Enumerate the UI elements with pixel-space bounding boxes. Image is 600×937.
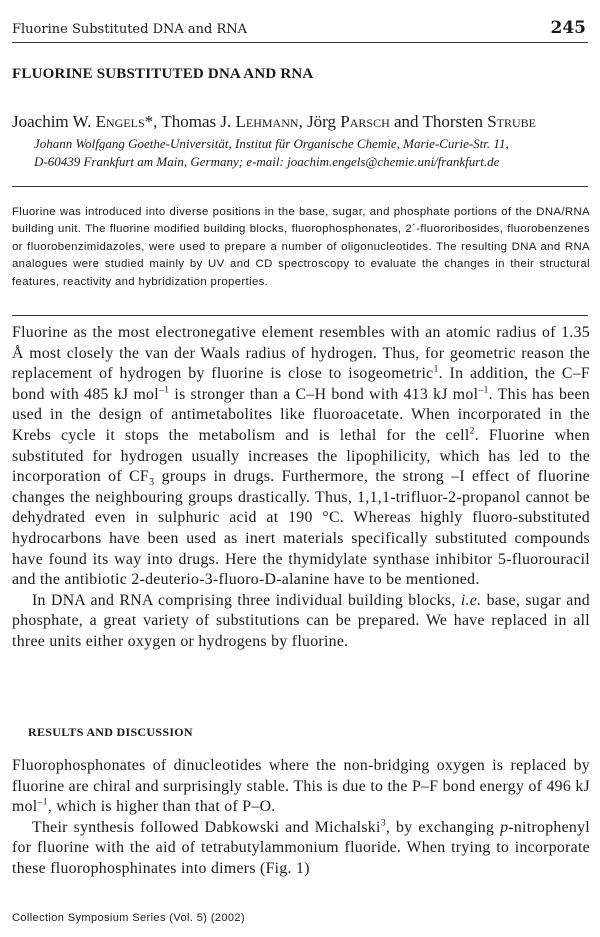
author-name: Jörg Parsch: [307, 112, 390, 131]
author-separator: ,: [153, 112, 162, 131]
paragraph: Fluorine as the most electronegative element resembles with an atomic radius of 1.35 Å most closely the van der Waals radius of hydrogen. Thus, for geometric reason the replacement of hydrogen by fluorine is close to isogeometric$^1$. In addition, the C–F bond with 485 kJ mol$^{-1}$ is stronger than a C–H bond with 413 kJ mol$^{-1}$. This has been used in the design of antimetabolites like fluoroacetate. When incorporated in the Krebs cycle it stops the metabolism and is lethal for the cell$^2$. Fluorine when substituted for hydrogen usually increases the lipophilicity, which has led to the incorporation of $CF_3$ groups in drugs. Furthermore, the strong –I effect of fluorine changes the neighbouring groups drastically. Thus, 1,1,1-trifluor-2-propanol cannot be dehydrated even in sulphuric acid at 190 °C. Whereas highly fluoro-substituted hydrocarbons have been used as inert materials specifically substituted compounds have found its way into drugs. Here the thymidylate synthase inhibitor 5-fluorouracil and the antibiotic 2-deuterio-3-fluoro-D-alanine have to be mentioned.: [12, 324, 590, 589]
body-intro: [12, 323, 590, 653]
author-separator: ,: [298, 112, 308, 131]
running-header: [12, 20, 588, 38]
abstract: Fluorine was introduced into diverse positions in the base, sugar, and phosphate portions of the DNA/RNA building unit. The fluorine modified building blocks, fluorophosphonates, 2´-fluororibosides, fluorobenzenes or fluorobenzimidazoles, were used to prepare a number of oligonucleotides. The resulting DNA and RNA analogues were studied mainly by UV and CD spectroscopy to evaluate the changes in their structural features, reactivity and hybridization properties.: [12, 206, 590, 288]
footer-citation: Collection Symposium Series (Vol. 5) (2002): [12, 912, 246, 924]
section-heading: RESULTS AND DISCUSSION: [28, 725, 193, 739]
abstract-bottom-rule: [12, 315, 588, 316]
running-title: Fluorine Substituted DNA and RNA: [12, 22, 248, 37]
paragraph: In DNA and RNA comprising three individual building blocks, i.e. base, sugar and phosphate, a great variety of substitutions can be prepared. We have replaced in all three units either oxygen or hydrogens by fluorine.: [12, 591, 590, 650]
abstract-top-rule: [12, 186, 588, 187]
article-title: FLUORINE SUBSTITUTED DNA AND RNA: [12, 66, 314, 82]
author-name: Thomas J. Lehmann: [161, 112, 299, 131]
paragraph: Their synthesis followed Dabkowski and Michalski$^3$, by exchanging p-nitrophenyl for fluorine with the aid of tetrabutylammonium fluoride. When trying to incorporate these fluorophosphinates into dimers (Fig. 1): [12, 817, 590, 877]
author-list: [12, 112, 536, 132]
header-rule: [12, 42, 588, 43]
author-name: Joachim W. Engels*: [12, 112, 154, 131]
reference-marker: 1: [433, 363, 439, 375]
author-separator: and: [389, 112, 423, 131]
reference-marker: 2: [469, 425, 475, 437]
reference-marker: 3: [380, 817, 386, 829]
body-results: [12, 756, 590, 880]
page-number: 245: [550, 18, 586, 38]
affiliation-line: Johann Wolfgang Goethe-Universität, Institut für Organische Chemie, Marie-Curie-Str. 11,: [34, 136, 509, 151]
author-name: Thorsten Strube: [422, 112, 536, 131]
affiliation-email-line: D-60439 Frankfurt am Main, Germany; e-mail: joachim.engels@chemie.uni/frankfurt.de: [34, 154, 500, 169]
paragraph: Fluorophosphonates of dinucleotides where the non-bridging oxygen is replaced by fluorine are chiral and surprisingly stable. This is due to the P–F bond energy of 496 kJ mol$^{-1}$, which is higher than that of P–O.: [12, 757, 590, 816]
